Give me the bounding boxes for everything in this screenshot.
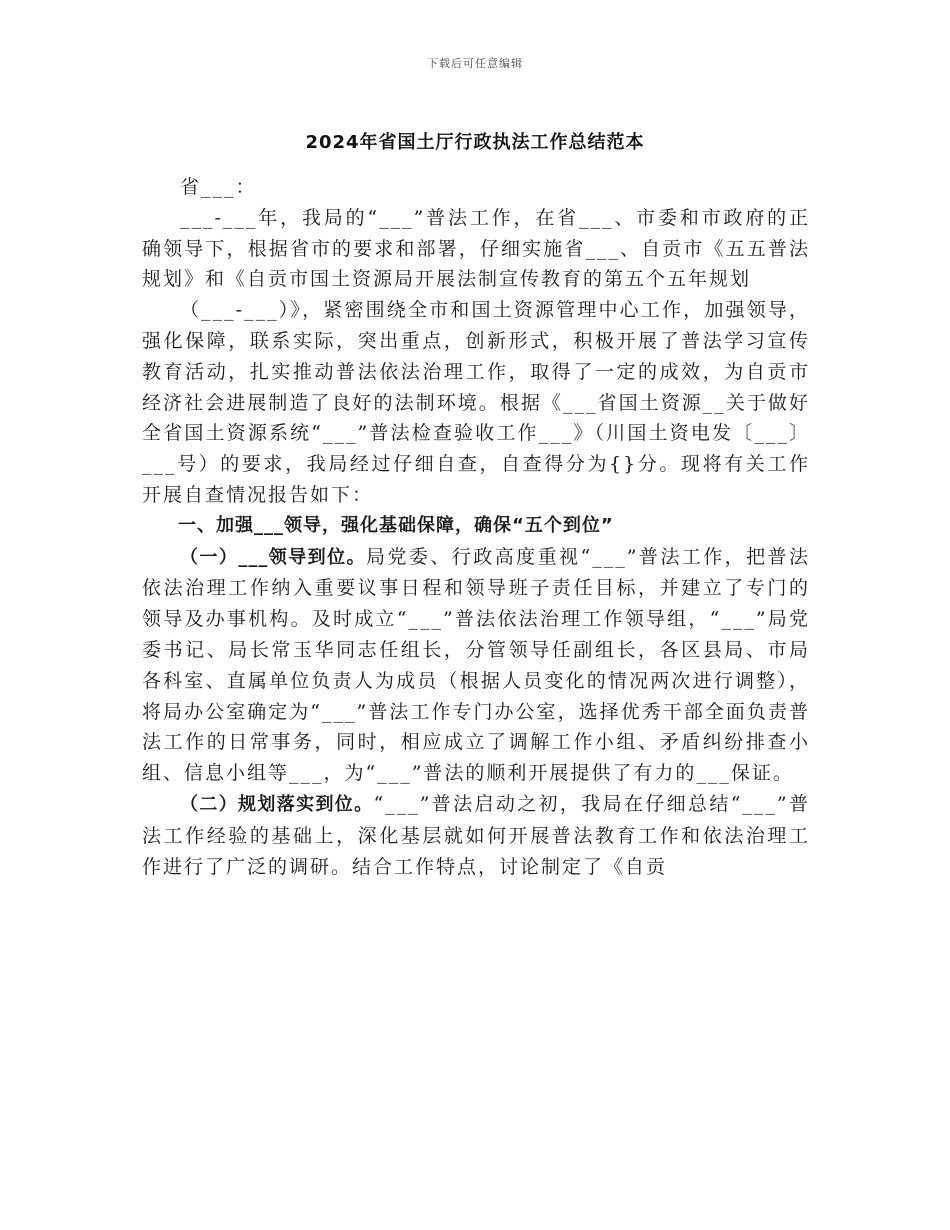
salutation: 省___： — [180, 176, 257, 198]
paragraph-section-1-2 — [142, 789, 810, 882]
document-body — [142, 172, 810, 882]
subsection-body-2: “___”普法启动之初，我局在仔细总结“___”普法工作经验的基础上，深化基层就如何开展普法教育工作和依法治理工作进行了广泛的调研。结合工作特点，讨论制定了《自贡 — [142, 792, 810, 878]
subsection-heading-1: （一）___领导到位。 — [180, 546, 367, 568]
subsection-body-1: 局党委、行政高度重视“___”普法工作，把普法依法治理工作纳入重要议事日程和领导班子责任目标，并建立了专门的领导及办事机构。及时成立“___”普法依法治理工作领导组，“___”局党委书记、局长常玉华同志任组长，分管领导任副组长，各区县局、市局各科室、直属单位负责人为成员（根据人员变化的情况两次进行调整），将局办公室确定为“___”普法工作专门办公室，选择优秀干部全面负责普法工作的日常事务，同时，相应成立了调解工作小组、矛盾纠纷排查小组、信息小组等___，为“___”普法的顺利开展提供了有力的___保证。 — [142, 545, 811, 785]
subsection-heading-2: （二）规划落实到位。 — [180, 793, 374, 815]
paragraph-section-1-1 — [142, 542, 810, 789]
paragraph-intro: ___-___年，我局的“___”普法工作，在省___、市委和市政府的正确领导下，根据省市的要求和部署，仔细实施省___、自贡市《五五普法规划》和《自贡市国土资源局开展法制宣传教育的第五个五年规划 — [142, 206, 810, 291]
section-heading-1: 一、加强___领导，强化基础保障，确保“五个到位” — [178, 514, 614, 536]
document-title: 2024年省国土厅行政执法工作总结范本 — [305, 132, 645, 153]
paragraph-summary: （___-___）》，紧密围绕全市和国土资源管理中心工作，加强领导，强化保障，联系实际，突出重点，创新形式，积极开展了普法学习宣传教育活动，扎实推动普法依法治理工作，取得了一定的成效，为自贡市经济社会进展制造了良好的法制环境。根据《___省国土资源__关于做好全省国土资源系统“___”普法检查验收工作___》（川国土资电发〔___〕___号）的要求，我局经过仔细自查，自查得分为{}分。现将有关工作开展自查情况报告如下： — [142, 299, 810, 506]
header-note: 下载后可任意编辑 — [427, 57, 523, 70]
